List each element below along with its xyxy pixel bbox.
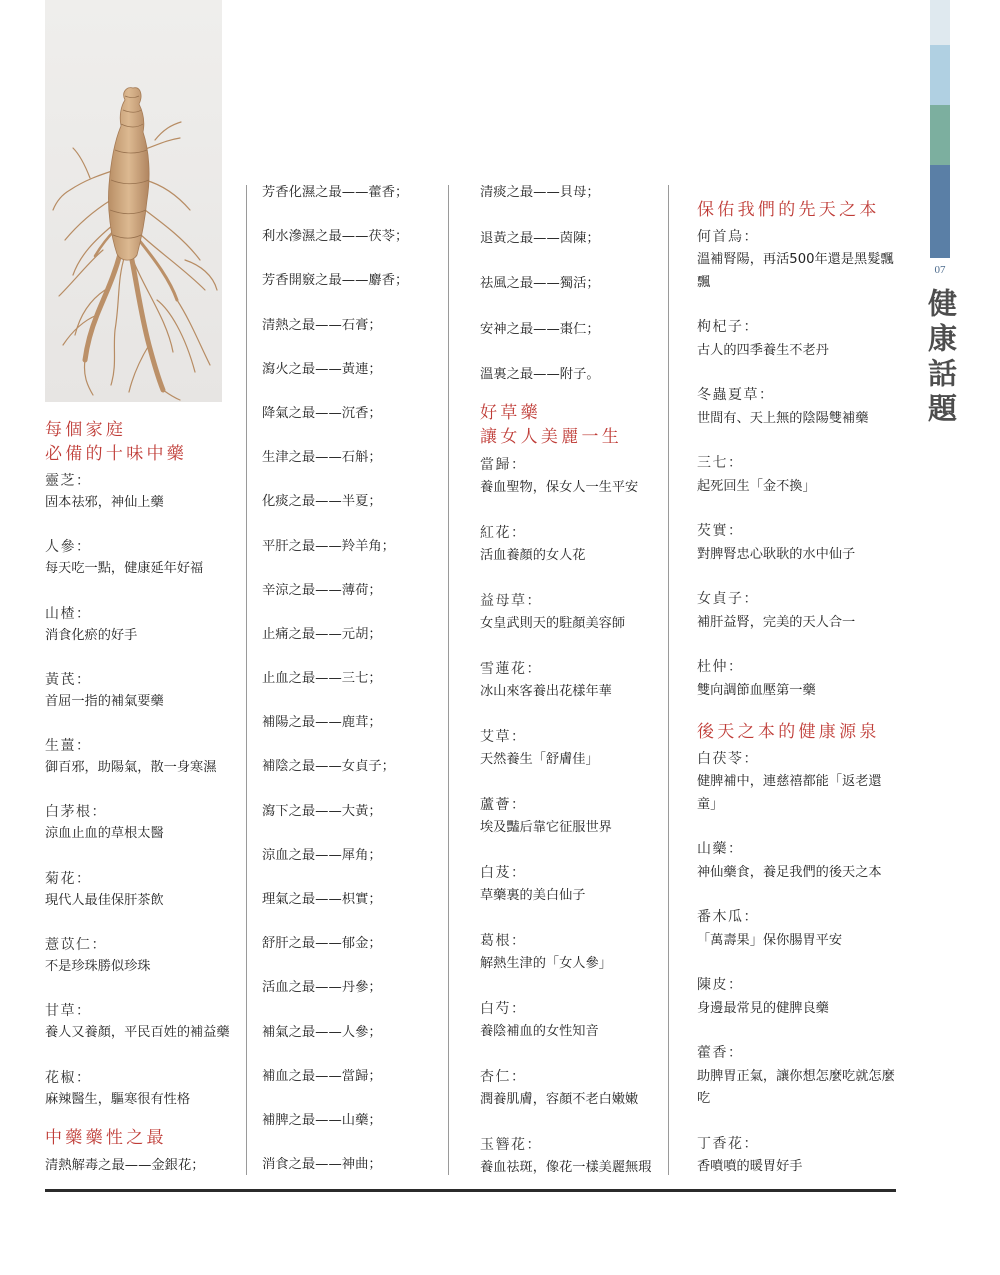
superlative-item: 活血之最——丹參； (262, 980, 382, 996)
herb-description: 古人的四季養生不老丹 (697, 342, 829, 358)
herb-name: 雪蓮花： (480, 662, 542, 677)
herb-name: 丁香花： (697, 1136, 759, 1152)
section-heading-family-herbs (45, 418, 240, 466)
section-title: 健康話題 (924, 288, 956, 428)
herb-description: 溫補腎陽，再活500年還是黑髮飄飄 (697, 252, 894, 290)
superlative-list (262, 183, 440, 1199)
herb-entry (480, 523, 660, 567)
herb-entry (480, 455, 660, 499)
superlative-item: 平肝之最——羚羊角； (262, 538, 395, 554)
herb-entry (480, 591, 660, 635)
herb-name: 白茅根： (45, 805, 107, 821)
herb-description: 養血聖物，保女人一生平安 (480, 480, 639, 495)
heading-line: 每個家庭 (45, 420, 127, 439)
herb-entry (45, 604, 240, 646)
herb-entry (45, 537, 240, 579)
herb-description: 女皇武則天的駐顏美容師 (480, 616, 626, 631)
heading-line: 必備的十味中藥 (45, 444, 188, 463)
herb-description: 養血祛斑，像花一樣美麗無瑕 (480, 1160, 652, 1175)
section-tab-blue (930, 45, 950, 105)
herb-entry (697, 453, 901, 498)
herb-name: 白芨： (480, 866, 527, 881)
herb-description: 助脾胃正氣，讓你想怎麼吃就怎麼吃 (697, 1068, 895, 1107)
herb-name: 杜仲： (697, 660, 744, 676)
superlative-item: 補脾之最——山藥； (262, 1112, 382, 1128)
superlative-item: 生津之最——石斛； (262, 450, 382, 466)
superlative-item: 利水滲濕之最——茯苓； (262, 229, 409, 245)
herb-name: 玉簪花： (480, 1138, 542, 1153)
herb-name: 艾草： (480, 730, 527, 745)
superlative-item: 清熱之最——石膏； (262, 317, 382, 333)
herb-entry (45, 670, 240, 712)
herb-entry (697, 385, 901, 430)
herb-name: 生薑： (45, 739, 92, 755)
herb-name: 人參： (45, 540, 92, 556)
herb-entry (45, 1001, 240, 1043)
herb-entry (45, 802, 240, 844)
herb-list (697, 227, 901, 726)
superlative-item: 溫裏之最——附子。 (480, 367, 600, 382)
herb-name: 黃芪： (45, 672, 92, 688)
herb-description: 消食化瘀的好手 (45, 627, 138, 643)
herb-entry (697, 1043, 901, 1111)
superlative-item: 補陰之最——女貞子； (262, 759, 395, 775)
herb-description: 冰山來客養出花樣年華 (480, 684, 612, 699)
herb-name: 山楂： (45, 606, 92, 622)
herb-description: 首屈一指的補氣要藥 (45, 693, 164, 709)
herb-entry (45, 471, 240, 513)
herb-name: 冬蟲夏草： (697, 388, 775, 404)
herb-description: 天然養生「舒膚佳」 (480, 752, 599, 767)
herb-list (45, 471, 240, 1134)
herb-description: 潤養肌膚，容顏不老白嫩嫩 (480, 1092, 639, 1107)
superlative-item: 清痰之最——貝母； (480, 185, 600, 200)
herb-name: 何首烏： (697, 229, 759, 245)
superlative-list (45, 1156, 240, 1176)
herb-description: 香噴噴的暖胃好手 (697, 1159, 803, 1175)
superlative-item: 辛涼之最——薄荷； (262, 582, 382, 598)
section-tab-steel (930, 165, 950, 258)
herb-name: 葛根： (480, 934, 527, 949)
herb-description: 埃及豔后靠它征服世界 (480, 820, 612, 835)
superlative-item: 止血之最——三七； (262, 671, 382, 687)
herb-description: 雙向調節血壓第一藥 (697, 682, 816, 698)
herb-entry (697, 227, 901, 295)
herb-name: 芡實： (697, 524, 744, 540)
superlative-item: 舒肝之最——郁金； (262, 936, 382, 952)
superlative-item: 降氣之最——沉香； (262, 405, 382, 421)
herb-name: 靈芝： (45, 474, 92, 489)
section-heading-women-herbs (480, 401, 660, 449)
herb-entry (45, 869, 240, 911)
superlative-item: 瀉火之最——黃連； (262, 361, 382, 377)
herb-name: 薏苡仁： (45, 938, 107, 954)
superlative-item: 清熱解毒之最——金銀花； (45, 1158, 205, 1173)
herb-description: 御百邪，助陽氣，散一身寒濕 (45, 760, 217, 776)
herb-entry (697, 839, 901, 884)
superlative-item: 補氣之最——人參； (262, 1024, 382, 1040)
superlative-item: 瀉下之最——大黃； (262, 803, 382, 819)
superlative-item: 退黃之最——茵陳； (480, 230, 600, 246)
superlative-list (480, 183, 660, 411)
herb-name: 杏仁： (480, 1070, 527, 1085)
herb-list (480, 455, 660, 1203)
herb-entry (480, 1135, 660, 1179)
herb-name: 紅花： (480, 526, 527, 541)
herb-description: 對脾腎忠心耿耿的水中仙子 (697, 546, 856, 562)
ginseng-illustration (45, 0, 222, 402)
herb-description: 養人又養顏，平民百姓的補益藥 (45, 1025, 230, 1041)
superlative-item: 止痛之最——元胡； (262, 626, 382, 642)
section-tab-teal (930, 105, 950, 165)
herb-description: 麻辣醫生，驅寒很有性格 (45, 1091, 191, 1107)
herb-name: 白茯苓： (697, 751, 759, 767)
herb-description: 身邊最常見的健脾良藥 (697, 1000, 829, 1016)
column-divider (448, 185, 449, 1175)
herb-name: 花椒： (45, 1070, 92, 1086)
section-number: 07 (934, 264, 946, 276)
herb-entry (697, 975, 901, 1020)
column-divider (668, 185, 669, 1175)
herb-name: 蘆薈： (480, 798, 527, 813)
herb-name: 枸杞子： (697, 320, 759, 336)
ginseng-root-icon (45, 0, 222, 402)
superlative-item: 芳香開竅之最——麝香； (262, 273, 409, 289)
herb-description: 起死回生「金不換」 (697, 478, 816, 494)
herb-entry (697, 589, 901, 634)
superlative-item: 化痰之最——半夏； (262, 494, 382, 510)
herb-entry (480, 863, 660, 907)
herb-name: 白芍： (480, 1002, 527, 1017)
superlative-item: 安神之最——棗仁； (480, 321, 600, 337)
superlative-item: 芳香化濕之最——藿香； (262, 185, 409, 200)
herb-entry (480, 999, 660, 1043)
heading-line: 讓女人美麗一生 (480, 427, 623, 446)
herb-entry (697, 317, 901, 362)
ginseng-body (108, 88, 149, 261)
herb-description: 涼血止血的草根太醫 (45, 826, 164, 842)
herb-name: 菊花： (45, 871, 92, 887)
herb-entry (697, 657, 901, 702)
herb-description: 「萬壽果」保你腸胃平安 (697, 932, 843, 948)
herb-name: 當歸： (480, 458, 527, 473)
herb-description: 現代人最佳保肝茶飲 (45, 892, 164, 908)
herb-entry (697, 907, 901, 952)
superlative-item: 補陽之最——鹿茸； (262, 715, 382, 731)
section-tab-light (930, 0, 950, 45)
herb-description: 健脾補中，連慈禧都能「返老還童」 (697, 774, 882, 812)
herb-entry (697, 1134, 901, 1179)
herb-description: 補肝益腎，完美的天人合一 (697, 614, 856, 630)
herb-name: 三七： (697, 456, 744, 472)
herb-description: 神仙藥食，養足我們的後天之本 (697, 864, 882, 880)
superlative-item: 補血之最——當歸； (262, 1068, 382, 1084)
herb-entry (480, 795, 660, 839)
superlative-item: 消食之最——神曲； (262, 1157, 382, 1173)
superlative-item: 涼血之最——犀角； (262, 847, 382, 863)
heading-line: 好草藥 (480, 403, 541, 422)
superlative-item: 祛風之最——獨活； (480, 276, 600, 291)
herb-description: 活血養顏的女人花 (480, 548, 586, 563)
herb-name: 番木瓜： (697, 910, 759, 926)
herb-description: 每天吃一點，健康延年好福 (45, 561, 204, 577)
herb-description: 世間有、天上無的陰陽雙補藥 (697, 410, 869, 426)
herb-description: 草藥裏的美白仙子 (480, 888, 586, 903)
herb-entry (697, 521, 901, 566)
section-heading-innate-foundation: 保佑我們的先天之本 (697, 200, 880, 219)
herb-name: 女貞子： (697, 592, 759, 608)
herb-name: 甘草： (45, 1004, 92, 1020)
herb-name: 藿香： (697, 1046, 744, 1062)
herb-entry (45, 1068, 240, 1110)
herb-name: 陳皮： (697, 978, 744, 994)
herb-entry (45, 935, 240, 977)
herb-name: 益母草： (480, 594, 542, 609)
herb-description: 解熱生津的「女人參」 (480, 956, 612, 971)
section-heading-acquired-foundation: 後天之本的健康源泉 (697, 722, 880, 741)
herb-entry (480, 659, 660, 703)
column-divider (246, 185, 247, 1175)
superlative-item: 理氣之最——枳實； (262, 892, 382, 907)
herb-entry (697, 749, 901, 817)
herb-description: 養陰補血的女性知音 (480, 1024, 599, 1039)
herb-entry (45, 736, 240, 778)
herb-entry (480, 1067, 660, 1111)
herb-entry (480, 727, 660, 771)
herb-name: 山藥： (697, 842, 744, 858)
herb-description: 固本祛邪，神仙上藥 (45, 495, 164, 510)
herb-description: 不是珍珠勝似珍珠 (45, 959, 151, 975)
section-heading-superlatives: 中藥藥性之最 (45, 1128, 167, 1147)
herb-list (697, 749, 901, 1202)
herb-entry (480, 931, 660, 975)
